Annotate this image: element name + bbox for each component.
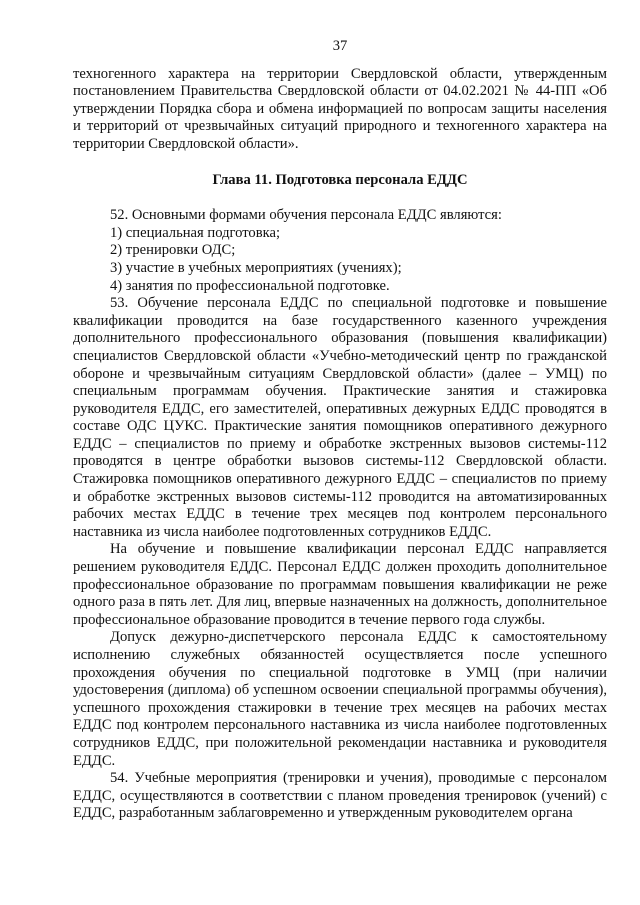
intro-paragraph: техногенного характера на территории Свердловской области, утвержденным постановлением Правительства Свердловской области от 04.02.2021 № 44-ПП «Об утверждении Порядка сбора и обмена информацией по вопросам защиты населения и территорий от чрезвычайных ситуаций природного и техногенного характера на территории Свердловской области».: [73, 65, 607, 152]
list-item: 3) участие в учебных мероприятиях (учениях);: [110, 259, 402, 276]
chapter-title: Глава 11. Подготовка персонала ЕДДС: [212, 171, 468, 188]
item-52-heading: 52. Основными формами обучения персонала ЕДДС являются:: [110, 207, 502, 224]
list-item: 1) специальная подготовка;: [110, 224, 280, 241]
item-53-paragraph: 53. Обучение персонала ЕДДС по специальной подготовке и повышение квалификации проводится на базе государственного казенного учреждения дополнительного профессионального образования (повышения квалификации) специалистов Свердловской области «Учебно-методический центр по гражданской обороне и чрезвычайным ситуациям Свердловской области» (далее – УМЦ) по специальным программам обучения. Практические занятия и стажировка руководителя ЕДДС, его заместителей, оперативных дежурных ЕДДС проводятся в составе ОДС ЦУКС. Практические занятия помощников оперативного дежурного ЕДДС – специалистов по приему и обработке экстренных вызовов системы-112 проводятся в центре обработки вызовов системы-112 Свердловской области. Стажировка помощников оперативного дежурного ЕДДС – специалистов по приему и обработке экстренных вызовов системы-112 проводится на автоматизированных рабочих местах ЕДДС в течение трех месяцев под контролем персонального наставника из числа наиболее подготовленных сотрудников ЕДДС.: [73, 295, 607, 540]
training-paragraph: На обучение и повышение квалификации персонал ЕДДС направляется решением руководителя ЕДДС. Персонал ЕДДС должен проходить дополнительное профессиональное образование по программам повышения квалификации не реже одного раза в пять лет. Для лиц, впервые назначенных на должность, дополнительное профессиональное образование проводится в течение первого года службы.: [73, 541, 607, 628]
list-item: 2) тренировки ОДС;: [110, 242, 236, 259]
item-54-paragraph: 54. Учебные мероприятия (тренировки и учения), проводимые с персоналом ЕДДС, осуществляются в соответствии с планом проведения тренировок (учений) с ЕДДС, разработанным заблаговременно и утвержденным руководителем органа: [73, 770, 607, 822]
page-number: 37: [332, 38, 348, 54]
list-item: 4) занятия по профессиональной подготовке.: [110, 277, 390, 294]
document-page: [73, 38, 607, 823]
admission-paragraph: Допуск дежурно-диспетчерского персонала ЕДДС к самостоятельному исполнению служебных обязанностей осуществляется после успешного прохождения обучения по специальной подготовке в УМЦ (при наличии удостоверения (диплома) об успешном освоении специальной программы обучения), успешного прохождения стажировки в течение трех месяцев на рабочих местах ЕДДС под контролем персонального наставника из числа наиболее подготовленных сотрудников ЕДДС, при положительной рекомендации наставника и руководителя ЕДДС.: [73, 629, 607, 769]
